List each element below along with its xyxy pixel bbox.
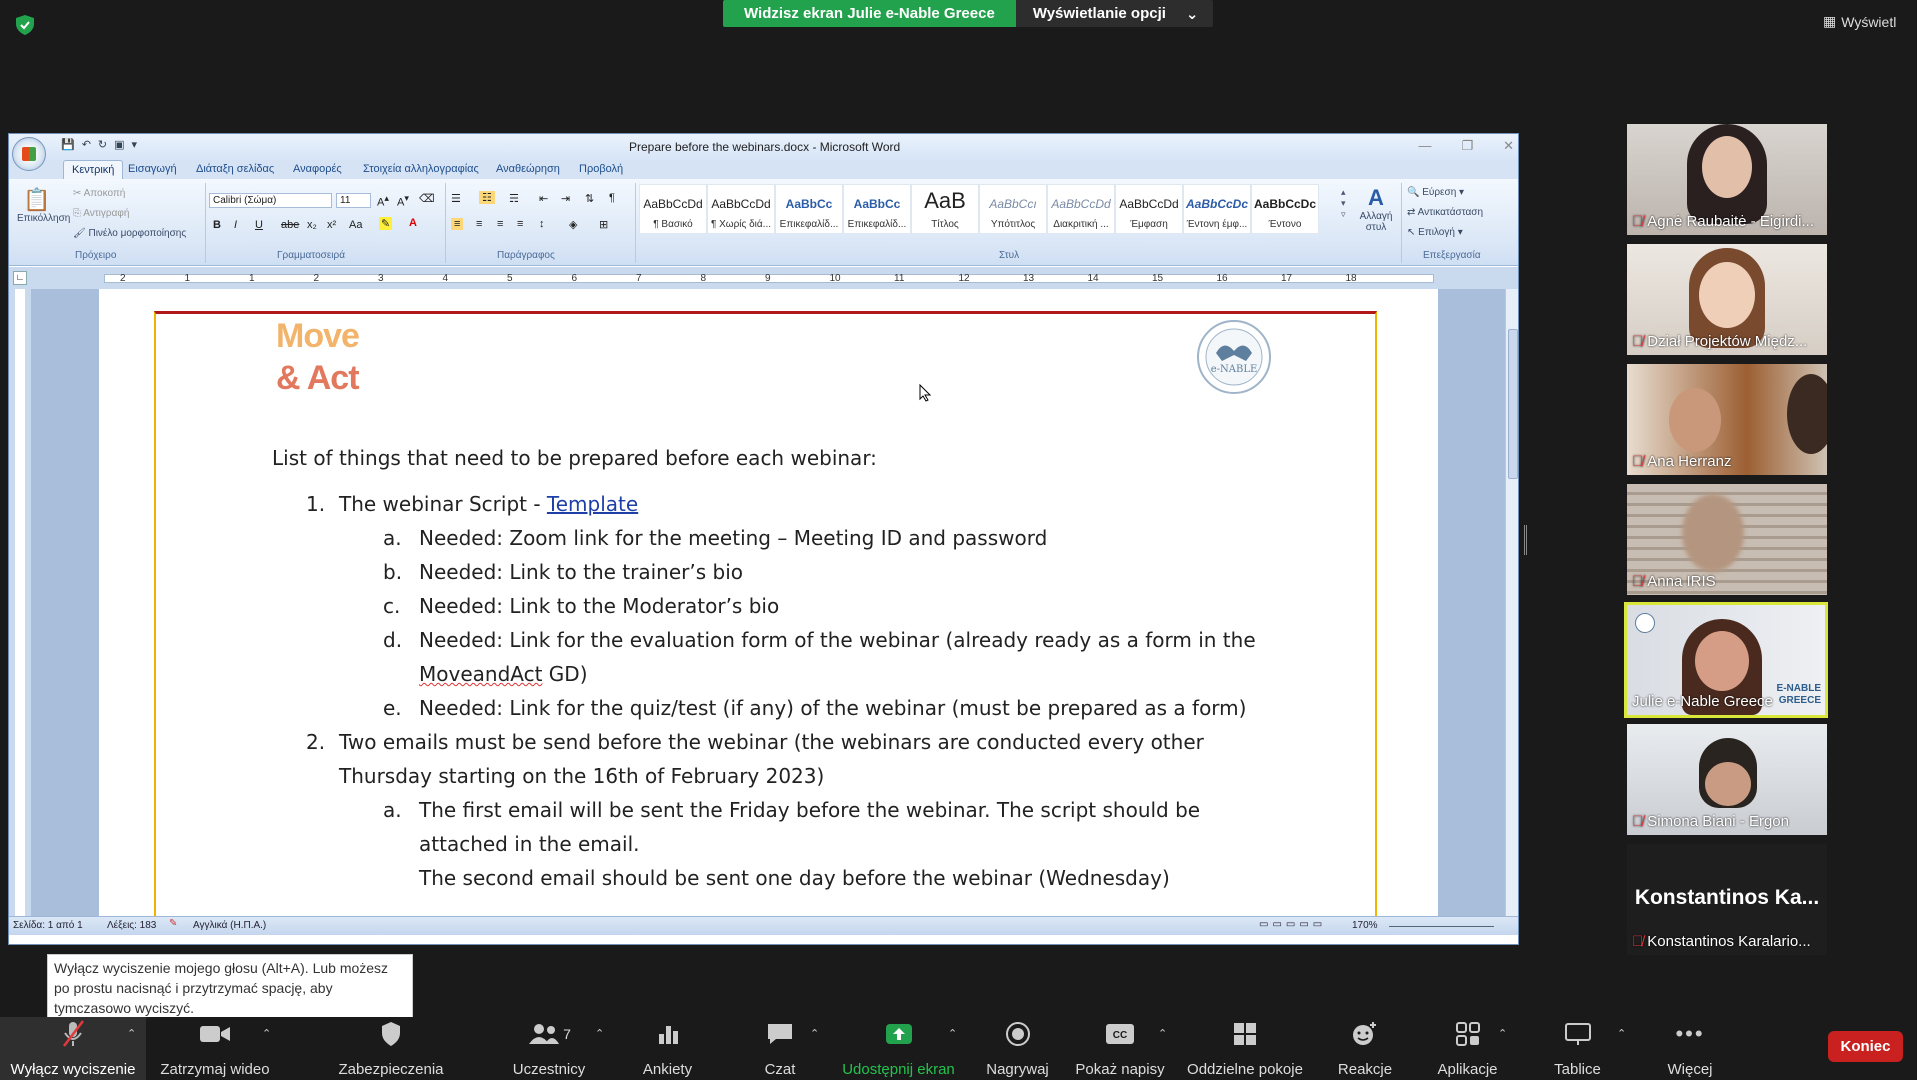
vertical-ruler-track	[15, 289, 25, 916]
sub-item-2a-line2: attached in the email.	[419, 832, 640, 856]
decrease-indent-icon[interactable]: ⇤	[539, 193, 549, 205]
ruler-tick-label: 5	[507, 273, 513, 284]
ribbon-separator	[205, 183, 206, 263]
style-sample: AaBbCcDd	[1119, 197, 1179, 211]
style-name: Έντονη έμφ...	[1186, 219, 1248, 230]
apps-label: Aplikacje	[1437, 1061, 1498, 1078]
replace-button[interactable]: ⇄ Αντικατάσταση	[1407, 207, 1484, 218]
style-item[interactable]	[911, 184, 979, 234]
style-name: Επικεφαλίδ...	[847, 219, 907, 230]
style-item[interactable]	[1047, 184, 1115, 234]
style-name: ¶ Βασικό	[653, 219, 693, 230]
style-sample: AaBbCc	[785, 197, 833, 211]
tab-selector-icon[interactable]: ∟	[13, 271, 27, 285]
ruler-track	[104, 274, 1434, 283]
cut-label: Αποκοπή	[83, 188, 126, 199]
bullets-icon[interactable]: ☰	[451, 193, 461, 205]
participants-count: 7	[563, 1026, 571, 1042]
change-styles-button[interactable]	[1357, 185, 1395, 233]
chevron-up-icon[interactable]: ⌃	[948, 1028, 958, 1040]
whiteboard-icon	[1535, 1017, 1620, 1051]
share-banner-label: Widzisz ekran Julie e-Nable Greece	[723, 0, 1016, 27]
screen-share-banner	[723, 0, 1213, 27]
office-button[interactable]	[12, 137, 46, 171]
tab-references[interactable]: Αναφορές	[293, 163, 342, 175]
ruler-tick-label: 1	[184, 273, 191, 284]
sub-item-b: Needed: Link to the trainer’s bio	[419, 560, 743, 584]
sort-icon[interactable]: ⇅	[585, 193, 595, 205]
style-item[interactable]	[1183, 184, 1251, 234]
style-sample: AaBbCcDd	[1051, 197, 1111, 211]
numbering-icon[interactable]: ☷	[479, 191, 495, 204]
ruler-tick-label: 3	[378, 273, 384, 284]
participant-face	[1682, 494, 1744, 572]
list-number: 1.	[306, 492, 326, 516]
style-sample: AaBbCcDc	[1185, 197, 1248, 211]
style-name: Υπότιτλος	[990, 219, 1036, 230]
svg-text:CC: CC	[1112, 1030, 1128, 1041]
participant-tile[interactable]	[1627, 724, 1827, 835]
quick-access-toolbar	[61, 138, 137, 151]
style-name: Έντονο	[1268, 219, 1302, 230]
chat-button[interactable]	[735, 1017, 825, 1080]
list-letter: a.	[383, 798, 402, 822]
mic-muted-icon: 🎙̸	[1632, 933, 1644, 950]
underline-icon[interactable]: U	[255, 219, 263, 231]
participant-name	[1632, 813, 1789, 830]
list-item-2-line1: Two emails must be send before the webinar (the webinars are conducted every other	[339, 730, 1204, 754]
zoom-top-bar	[0, 0, 1917, 28]
window-controls	[1418, 138, 1514, 154]
sub-item-a: Needed: Zoom link for the meeting – Meeting ID and password	[419, 526, 1048, 550]
stop-video-label: Zatrzymaj wideo	[160, 1061, 270, 1078]
strikethrough-icon[interactable]: abe	[281, 219, 300, 231]
ruler-tick-label: 10	[829, 273, 841, 284]
tab-review[interactable]: Αναθεώρηση	[496, 163, 560, 175]
style-name: ¶ Χωρίς διά...	[710, 219, 772, 230]
whiteboards-label: Tablice	[1554, 1061, 1601, 1078]
end-meeting-button[interactable]: Koniec	[1828, 1031, 1903, 1062]
share-screen-label: Udostępnij ekran	[842, 1061, 955, 1078]
vertical-scrollbar[interactable]	[1505, 289, 1519, 916]
style-sample: AaBbCcDc	[1253, 197, 1316, 211]
chevron-up-icon[interactable]: ⌃	[595, 1028, 605, 1040]
participant-face	[1702, 136, 1752, 198]
clear-format-icon[interactable]: ⌫	[419, 193, 435, 205]
sub-item-2a-line1: The first email will be sent the Friday before the webinar. The script should be	[419, 798, 1201, 822]
ruler-tick-label: 16	[1216, 273, 1228, 284]
participants-button[interactable]	[493, 1017, 605, 1080]
participant-tile[interactable]	[1627, 364, 1827, 475]
paragraph-group-label: Παράγραφος	[497, 250, 555, 261]
editing-group-label: Επεξεργασία	[1423, 250, 1481, 261]
chevron-up-icon[interactable]: ⌃	[127, 1028, 137, 1040]
align-right-icon[interactable]: ≡	[497, 218, 504, 230]
minimize-icon[interactable]: —	[1418, 138, 1432, 153]
breakout-rooms-icon	[1180, 1017, 1310, 1051]
style-item[interactable]	[979, 184, 1047, 234]
window-title: Prepare before the webinars.docx - Microsoft Word	[629, 140, 901, 154]
doc-heading: List of things that need to be prepared before each webinar:	[272, 446, 877, 470]
proofing-icon[interactable]: ✎	[169, 918, 178, 929]
ribbon-separator	[445, 183, 446, 263]
enable-avatar-icon	[1635, 613, 1655, 633]
participant-tile[interactable]	[1627, 484, 1827, 595]
view-buttons[interactable]: ▭▭▭▭▭	[1259, 919, 1327, 930]
participant-tile-active-speaker[interactable]	[1624, 602, 1828, 718]
participant-video	[1787, 374, 1827, 454]
mic-muted-icon: 🎙̸	[1632, 813, 1644, 830]
meeting-toolbar	[0, 1017, 1917, 1080]
list-letter: c.	[383, 594, 401, 618]
font-color-icon[interactable]: A	[409, 217, 417, 229]
participants-icon	[493, 1017, 605, 1051]
format-painter-label: Πινέλο μορφοποίησης	[88, 228, 187, 239]
font-name-select[interactable]: Calibri (Σώμα)	[209, 193, 332, 208]
ruler-tick-label: 17	[1281, 273, 1293, 284]
participant-name	[1632, 333, 1807, 350]
tab-mailings[interactable]: Στοιχεία αλληλογραφίας	[363, 163, 479, 175]
replace-label: Αντικατάσταση	[1417, 207, 1484, 218]
line-spacing-icon[interactable]: ↕	[539, 218, 545, 230]
save-icon[interactable]: 💾	[61, 139, 75, 151]
ruler-tick-label: 12	[958, 273, 970, 284]
ruler-tick-label: 15	[1152, 273, 1164, 284]
italic-icon[interactable]: I	[234, 219, 238, 231]
security-button[interactable]	[330, 1017, 452, 1080]
mic-muted-icon: 🎙̸	[1632, 333, 1644, 350]
format-painter-button[interactable]: 🖌 Πινέλο μορφοποίησης	[73, 228, 187, 239]
increase-indent-icon[interactable]: ⇥	[561, 193, 571, 205]
mic-muted-icon: 🎙̸	[1632, 573, 1644, 590]
change-styles-label: Αλλαγή στυλ	[1359, 211, 1393, 233]
ribbon	[9, 179, 1519, 266]
apps-button[interactable]	[1425, 1017, 1510, 1080]
enable-logo	[1194, 317, 1274, 397]
align-center-icon[interactable]: ≡	[476, 218, 483, 230]
unmute-label: Wyłącz wyciszenie	[10, 1061, 136, 1078]
participant-name	[1632, 573, 1716, 590]
status-page[interactable]: Σελίδα: 1 από 1	[13, 920, 83, 931]
styles-group-label: Στυλ	[999, 250, 1020, 261]
whiteboards-button[interactable]	[1535, 1017, 1627, 1080]
ruler-tick-label: 6	[571, 273, 578, 284]
participant-face	[1669, 388, 1721, 452]
horizontal-ruler[interactable]	[9, 267, 1519, 289]
style-name: Τίτλος	[931, 219, 959, 230]
view-options-button[interactable]	[1016, 0, 1213, 27]
style-sample: AaBbCcDd	[711, 197, 771, 211]
scroll-thumb[interactable]	[1508, 329, 1518, 479]
style-item[interactable]	[1115, 184, 1183, 234]
style-item[interactable]	[707, 184, 775, 234]
vertical-ruler[interactable]	[9, 289, 31, 916]
view-button[interactable]	[1823, 13, 1896, 30]
polls-label: Ankiety	[642, 1061, 693, 1078]
highlight-icon[interactable]: ✎	[381, 218, 391, 230]
ruler-tick-label: 14	[1087, 273, 1099, 284]
security-shield-icon	[14, 14, 36, 36]
participant-name-label: Ana Herranz	[1647, 453, 1732, 470]
tab-view[interactable]: Προβολή	[579, 163, 624, 175]
show-marks-icon[interactable]: ¶	[609, 192, 615, 204]
ruler-tick-label: 18	[1345, 273, 1357, 284]
participant-face	[1705, 762, 1751, 806]
participant-name-label: Agnė Raubaitė - Eigirdi...	[1647, 213, 1815, 230]
participant-tile[interactable]	[1627, 124, 1827, 235]
justify-icon[interactable]: ≡	[517, 218, 524, 230]
chevron-down-icon: ⌄	[1185, 6, 1199, 23]
tab-insert[interactable]: Εισαγωγή	[128, 163, 177, 175]
select-button[interactable]: ↖ Επιλογή ▾	[1407, 227, 1463, 238]
enable-greece-badge: E-NABLE GREECE	[1776, 683, 1821, 706]
font-size-select[interactable]: 11	[336, 193, 371, 208]
list-item-1	[339, 492, 638, 516]
shrink-font-icon[interactable]: A▾	[397, 193, 409, 209]
participant-name-label: Anna IRIS	[1647, 573, 1716, 590]
status-words[interactable]: Λέξεις: 183	[107, 920, 157, 931]
misspelled-word: MoveandAct	[419, 662, 543, 686]
chevron-up-icon[interactable]: ⌃	[262, 1028, 272, 1040]
style-sample: AaB	[924, 188, 966, 213]
word-title-bar	[9, 134, 1519, 160]
change-styles-icon: A	[1368, 185, 1384, 210]
change-case-icon[interactable]: Aa	[349, 219, 363, 231]
polls-icon	[625, 1017, 710, 1051]
share-screen-icon	[836, 1017, 961, 1051]
redo-icon[interactable]: ↻	[97, 139, 108, 151]
cut-button[interactable]: ✂ Αποκοπή	[73, 188, 126, 199]
gallery-scroll-icon[interactable]: ▴ ▾ ▿	[1341, 187, 1346, 219]
multilevel-list-icon[interactable]: ☴	[509, 193, 519, 205]
select-label: Επιλογή	[1418, 227, 1455, 238]
template-link[interactable]: Template	[546, 492, 639, 516]
ruler-tick-label: 7	[636, 273, 642, 284]
zoom-level[interactable]: 170%	[1352, 920, 1378, 931]
stop-video-button[interactable]	[150, 1017, 280, 1080]
find-label: Εύρεση	[1422, 187, 1457, 198]
more-dots-icon: •••	[1675, 1021, 1705, 1046]
list-letter: a.	[383, 526, 402, 550]
borders-icon[interactable]: ⊞	[599, 219, 609, 231]
grow-font-icon[interactable]: A▴	[377, 193, 389, 209]
participant-name-label: Julie e-Nable Greece	[1632, 693, 1773, 710]
video-camera-icon	[150, 1017, 280, 1051]
zoom-slider[interactable]	[1389, 926, 1494, 927]
unmute-button[interactable]	[0, 1017, 146, 1080]
move-act-logo-line1: Move	[276, 317, 359, 355]
ruler-tick-label: 11	[894, 273, 905, 284]
participants-label: Uczestnicy	[512, 1061, 586, 1078]
record-button[interactable]	[975, 1017, 1060, 1080]
sub-item-2b-clipped: The second email should be sent one day before the webinar (Wednesday)	[419, 866, 1170, 890]
style-name: Επικεφαλίδ...	[779, 219, 839, 230]
style-sample: AaBbCcı	[989, 197, 1037, 211]
list-item-2-line2: Thursday starting on the 16th of February 2023)	[339, 764, 825, 788]
participant-tile[interactable]	[1627, 844, 1827, 955]
captions-icon	[1070, 1017, 1170, 1051]
style-item[interactable]	[843, 184, 911, 234]
subscript-icon[interactable]: x₂	[307, 219, 317, 231]
mic-muted-icon: 🎙̸	[1632, 453, 1644, 470]
list-letter: d.	[383, 628, 403, 652]
reactions-button[interactable]	[1325, 1017, 1405, 1080]
participant-name-label: Simona Biani - Ergon	[1647, 813, 1789, 830]
clipboard-group-label: Πρόχειρο	[75, 250, 117, 261]
sub-item-e: Needed: Link for the quiz/test (if any) of the webinar (must be prepared as a form)	[419, 696, 1247, 720]
style-name: Έμφαση	[1130, 219, 1168, 230]
enable-logo-text: e-NABLE	[1210, 364, 1258, 375]
sub-item-d-line2	[419, 662, 588, 686]
font-group-label: Γραμματοσειρά	[277, 250, 345, 261]
captions-label: Pokaż napisy	[1075, 1061, 1165, 1078]
tab-home[interactable]: Κεντρική	[63, 160, 123, 179]
grid-view-icon: ▦	[1823, 13, 1837, 29]
ruler-tick-label: 1	[249, 273, 255, 284]
style-item[interactable]	[775, 184, 843, 234]
chevron-up-icon[interactable]: ⌃	[1617, 1028, 1627, 1040]
list-number: 2.	[306, 730, 326, 754]
record-label: Nagrywaj	[986, 1061, 1049, 1078]
chevron-up-icon[interactable]: ⌃	[1498, 1028, 1508, 1040]
more-label: Więcej	[1667, 1061, 1713, 1078]
participant-name	[1632, 693, 1773, 710]
mic-muted-icon: 🎙̸	[1632, 213, 1644, 230]
ruler-tick-label: 4	[442, 273, 449, 284]
find-button[interactable]: 🔍 Εύρεση ▾	[1407, 187, 1465, 198]
ruler-tick-label: 13	[1023, 273, 1035, 284]
print-preview-icon[interactable]: ▣	[114, 139, 125, 151]
reactions-label: Reakcje	[1337, 1061, 1393, 1078]
align-left-icon[interactable]: ≡	[451, 218, 463, 230]
shield-icon	[330, 1017, 452, 1051]
ruler-tick-label: 9	[765, 273, 771, 284]
close-icon[interactable]: ✕	[1503, 138, 1514, 153]
list-item-1-text: The webinar Script -	[339, 492, 547, 516]
style-name: Διακριτική ...	[1053, 219, 1109, 230]
breakout-rooms-button[interactable]	[1180, 1017, 1310, 1080]
sub-item-d-line1: Needed: Link for the evaluation form of the webinar (already ready as a form in the	[419, 628, 1256, 652]
paste-button[interactable]	[17, 187, 71, 224]
unmute-tooltip: Wyłącz wyciszenie mojego głosu (Alt+A). Lub możesz po prostu nacisnąć i przytrzymać spację, aby tymczasowo wyciszyć.	[47, 954, 413, 1019]
participant-name-label: Dział Projektów Międz...	[1647, 333, 1808, 350]
superscript-icon[interactable]: x²	[327, 219, 337, 231]
record-icon	[975, 1017, 1060, 1051]
qat-dropdown-icon[interactable]: ▾	[131, 139, 138, 151]
participant-name	[1632, 213, 1814, 230]
participant-tile[interactable]	[1627, 244, 1827, 355]
status-language[interactable]: Αγγλικά (Η.Π.Α.)	[193, 920, 267, 931]
polls-button[interactable]	[625, 1017, 710, 1080]
copy-button[interactable]: ⎘ Αντιγραφή	[73, 208, 130, 219]
security-label: Zabezpieczenia	[338, 1061, 444, 1078]
mic-muted-icon	[0, 1017, 146, 1051]
style-sample: AaBbCc	[853, 197, 901, 211]
chevron-up-icon[interactable]: ⌃	[1158, 1028, 1168, 1040]
participant-name-label: Konstantinos Karalario...	[1647, 933, 1811, 950]
reactions-icon	[1325, 1017, 1405, 1051]
ribbon-separator	[635, 183, 636, 263]
page-border	[154, 311, 1377, 931]
sub-item-c: Needed: Link to the Moderator’s bio	[419, 594, 780, 618]
office-logo-icon	[22, 147, 36, 161]
list-letter: b.	[383, 560, 403, 584]
paste-label: Επικόλληση	[17, 213, 71, 224]
chevron-up-icon[interactable]: ⌃	[810, 1028, 820, 1040]
participant-name	[1632, 453, 1731, 470]
participant-name	[1632, 933, 1811, 950]
tab-page-layout[interactable]: Διάταξη σελίδας	[196, 163, 275, 175]
captions-button[interactable]	[1070, 1017, 1170, 1080]
more-button[interactable]	[1650, 1017, 1730, 1080]
sub-item-d-suffix: GD)	[542, 662, 588, 686]
shading-icon[interactable]: ◈	[569, 219, 578, 231]
paste-icon: 📋	[23, 187, 51, 212]
breakout-rooms-label: Oddzielne pokoje	[1187, 1061, 1303, 1078]
word-window	[8, 133, 1519, 945]
chat-label: Czat	[764, 1061, 796, 1078]
style-sample: AaBbCcDd	[643, 197, 703, 211]
participant-big-name: Konstantinos Ka...	[1634, 886, 1820, 909]
restore-icon[interactable]: ❐	[1461, 138, 1474, 153]
ruler-tick-label: 8	[700, 273, 707, 284]
copy-label: Αντιγραφή	[83, 208, 130, 219]
ruler-tick-label: 2	[313, 273, 320, 284]
view-button-label: Wyświetl	[1841, 13, 1897, 30]
list-letter: e.	[383, 696, 402, 720]
bold-icon[interactable]: B	[213, 219, 221, 231]
ribbon-separator	[1401, 183, 1402, 263]
share-screen-button[interactable]	[836, 1017, 961, 1080]
split-handle[interactable]	[1524, 525, 1527, 555]
style-item[interactable]	[1251, 184, 1319, 234]
word-status-bar	[9, 916, 1519, 935]
ruler-tick-label: 2	[120, 273, 126, 284]
style-item[interactable]	[639, 184, 707, 234]
styles-gallery	[639, 184, 1319, 234]
undo-icon[interactable]: ↶	[81, 139, 91, 151]
document-page[interactable]	[99, 289, 1438, 916]
view-options-label: Wyświetlanie opcji	[1032, 5, 1166, 22]
participant-face	[1699, 262, 1755, 328]
participant-face	[1695, 631, 1749, 691]
mouse-cursor-icon	[919, 384, 931, 402]
ribbon-tabs	[9, 160, 1519, 179]
move-act-logo-line2: & Act	[276, 359, 359, 397]
